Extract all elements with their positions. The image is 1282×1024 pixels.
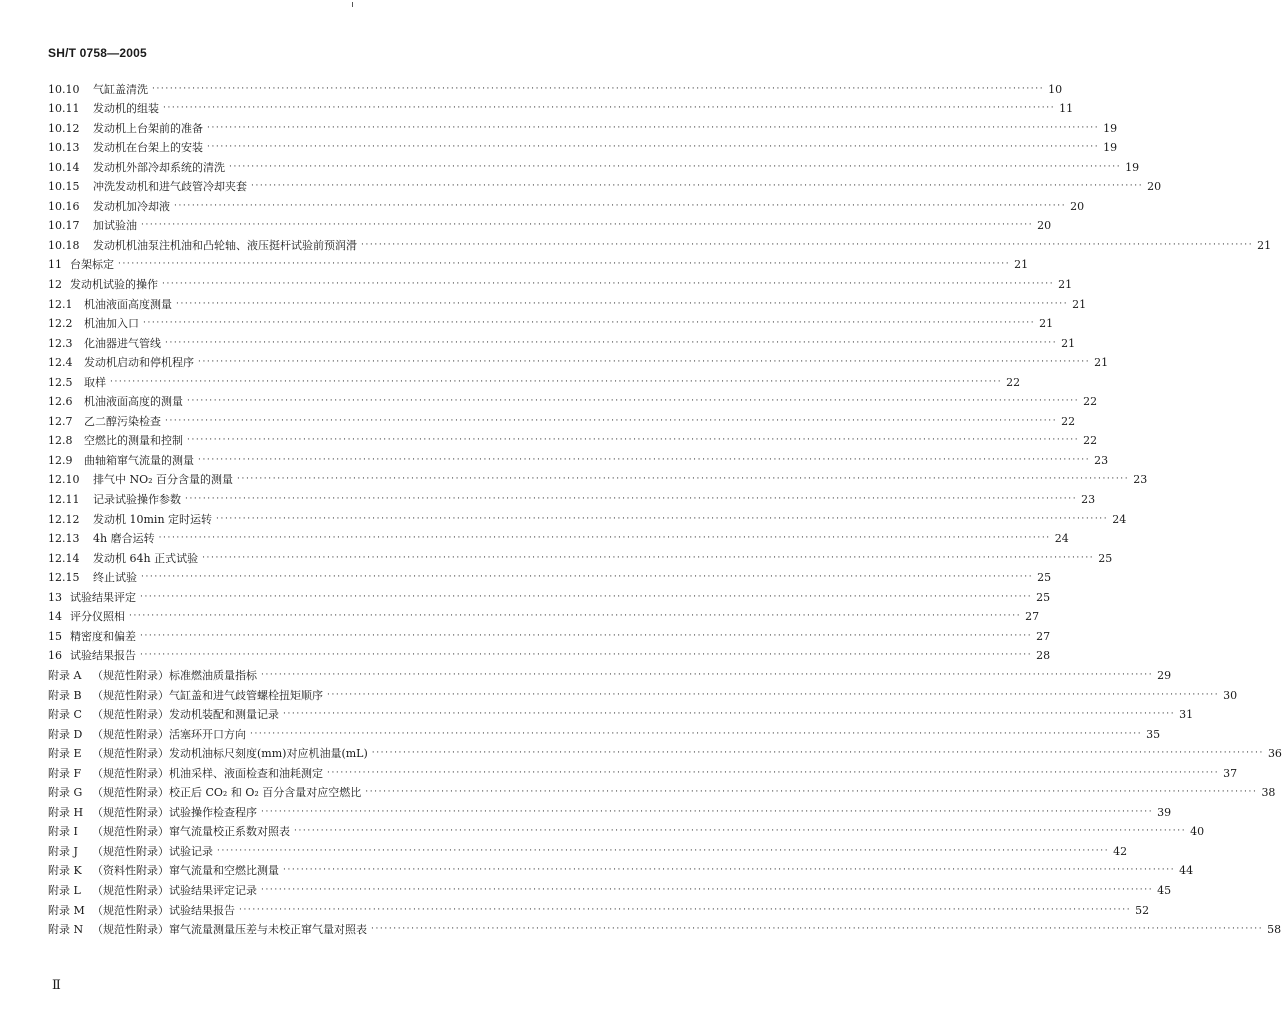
toc-entry-title: （规范性附录）机油采样、液面检查和油耗测定 [92, 766, 323, 780]
toc-entry [48, 741, 1282, 761]
toc-entry-number: 12.11 [48, 493, 80, 507]
toc-entry-number: 附录 D [48, 727, 83, 741]
toc-entry-page: 45 [1157, 883, 1172, 897]
toc-dot-leader: ········································································································································································································ [176, 298, 1069, 309]
toc-entry [48, 408, 1076, 428]
toc-entry-page: 29 [1157, 668, 1172, 682]
toc-entry [48, 232, 1272, 252]
toc-entry [48, 702, 1194, 722]
toc-dot-leader: ········································································································································································································ [118, 259, 1011, 270]
toc-entry-page: 31 [1179, 708, 1194, 722]
toc-entry-number: 附录 M [48, 903, 85, 917]
toc-entry-page: 36 [1267, 747, 1282, 761]
toc-dot-leader: ········································································································································································································ [143, 318, 1036, 329]
toc-entry-title: （规范性附录）试验操作检查程序 [92, 805, 257, 819]
toc-dot-leader: ········································································································································································································ [129, 611, 1022, 622]
toc-entry-number: 12.4 [48, 356, 73, 370]
toc-entry-page: 24 [1112, 512, 1127, 526]
toc-entry-title: 评分仪照相 [70, 610, 125, 624]
toc-dot-leader: ········································································································································································································ [251, 181, 1144, 192]
toc-entry-page: 21 [1039, 317, 1054, 331]
toc-dot-leader: ········································································································································································································ [294, 826, 1187, 837]
toc-dot-leader: ········································································································································································································ [229, 161, 1122, 172]
toc-entry-number: 12.7 [48, 414, 73, 428]
toc-dot-leader: ········································································································································································································ [141, 572, 1034, 583]
toc-entry-page: 38 [1261, 786, 1276, 800]
toc-entry-title: 发动机启动和停机程序 [84, 356, 194, 370]
toc-dot-leader: ········································································································································································································ [261, 806, 1154, 817]
toc-entry-number: 附录 L [48, 883, 81, 897]
toc-entry [48, 897, 1150, 917]
toc-dot-leader: ········································································································································································································ [152, 83, 1045, 94]
toc-entry-page: 21 [1058, 278, 1073, 292]
toc-entry-title: 发动机加冷却液 [93, 199, 170, 213]
toc-entry-number: 附录 E [48, 747, 82, 761]
toc-entry-page: 39 [1157, 805, 1172, 819]
toc-entry [48, 760, 1238, 780]
toc-entry-number: 12.10 [48, 473, 80, 487]
toc-entry-title: （规范性附录）活塞环开口方向 [92, 727, 246, 741]
toc-entry [48, 838, 1128, 858]
toc-entry-number: 12.12 [48, 512, 80, 526]
toc-entry-title: 发动机试验的操作 [70, 278, 158, 292]
toc-entry-title: （规范性附录）试验结果评定记录 [92, 883, 257, 897]
toc-entry-page: 21 [1094, 356, 1109, 370]
toc-dot-leader: ········································································································································································································ [216, 513, 1109, 524]
toc-entry-number: 16 [48, 649, 62, 663]
toc-dot-leader: ········································································································································································································ [174, 200, 1067, 211]
toc-entry-number: 12.14 [48, 551, 80, 565]
toc-dot-leader: ········································································································································································································ [198, 454, 1091, 465]
toc-entry-number: 12.15 [48, 571, 80, 585]
toc-entry-page: 19 [1125, 160, 1140, 174]
toc-dot-leader: ········································································································································································································ [371, 924, 1264, 935]
toc-entry-page: 10 [1048, 82, 1063, 96]
toc-entry-page: 27 [1025, 610, 1040, 624]
toc-entry-title: （规范性附录）发动机油标尺刻度(mm)对应机油量(mL) [92, 747, 368, 761]
toc-entry-number: 11 [48, 258, 62, 272]
toc-dot-leader: ········································································································································································································ [140, 630, 1033, 641]
toc-dot-leader: ········································································································································································································ [237, 474, 1130, 485]
toc-dot-leader: ········································································································································································································ [198, 357, 1091, 368]
toc-entry [48, 467, 1148, 487]
toc-entry-number: 10.12 [48, 121, 80, 135]
toc-entry-title: 记录试验操作参数 [93, 493, 181, 507]
toc-entry-page: 25 [1098, 551, 1113, 565]
scan-mark [352, 2, 353, 7]
toc-dot-leader: ········································································································································································································ [327, 689, 1220, 700]
toc-entry-page: 19 [1103, 121, 1118, 135]
toc-entry-page: 35 [1146, 727, 1161, 741]
toc-entry [48, 877, 1172, 897]
toc-entry-title: 机油液面高度的测量 [84, 395, 183, 409]
toc-entry-title: 台架标定 [70, 258, 114, 272]
toc-dot-leader: ········································································································································································································ [239, 904, 1132, 915]
toc-dot-leader: ········································································································································································································ [261, 669, 1154, 680]
toc-entry [48, 291, 1087, 311]
toc-entry-title: （规范性附录）标准燃油质量指标 [92, 668, 257, 682]
toc-entry-number: 12.5 [48, 375, 73, 389]
toc-entry-number: 附录 K [48, 864, 82, 878]
toc-entry-title: 气缸盖清洗 [93, 82, 148, 96]
toc-dot-leader: ········································································································································································································ [158, 533, 1051, 544]
toc-dot-leader: ········································································································································································································ [250, 728, 1143, 739]
toc-entry-title: （规范性附录）窜气流量测量压差与未校正窜气量对照表 [92, 923, 367, 937]
toc-entry-page: 21 [1072, 297, 1087, 311]
toc-dot-leader: ········································································································································································································ [140, 591, 1033, 602]
toc-entry-number: 附录 J [48, 844, 78, 858]
toc-entry [48, 623, 1051, 643]
toc-entry-number: 附录 I [48, 825, 78, 839]
toc-entry-number: 附录 B [48, 688, 82, 702]
toc-entry-page: 25 [1036, 590, 1051, 604]
toc-entry-title: 冲洗发动机和进气歧管冷却夹套 [93, 180, 247, 194]
toc-entry-page: 11 [1059, 102, 1074, 116]
toc-entry [48, 193, 1085, 213]
toc-entry [48, 604, 1040, 624]
toc-dot-leader: ········································································································································································································ [217, 845, 1110, 856]
toc-dot-leader: ········································································································································································································ [165, 337, 1058, 348]
toc-entry [48, 780, 1276, 800]
toc-entry-number: 附录 N [48, 923, 84, 937]
toc-entry-page: 22 [1006, 375, 1021, 389]
toc-entry-page: 37 [1223, 766, 1238, 780]
toc-dot-leader: ········································································································································································································ [140, 650, 1033, 661]
toc-entry [48, 447, 1109, 467]
page-number-footer: Ⅱ [52, 978, 61, 993]
toc-entry-title: （规范性附录）气缸盖和进气歧管螺栓扭矩顺序 [92, 688, 323, 702]
toc-entry-page: 42 [1113, 844, 1128, 858]
toc-dot-leader: ········································································································································································································ [141, 220, 1034, 231]
toc-entry-number: 12.3 [48, 336, 73, 350]
toc-entry-number: 12.6 [48, 395, 73, 409]
toc-entry [48, 271, 1073, 292]
toc-entry-title: 机油加入口 [84, 317, 139, 331]
toc-entry [48, 154, 1140, 174]
toc-dot-leader: ········································································································································································································ [283, 865, 1176, 876]
toc-entry-page: 52 [1135, 903, 1150, 917]
toc-entry [48, 76, 1063, 96]
toc-entry-page: 23 [1094, 453, 1109, 467]
toc-entry-title: 精密度和偏差 [70, 629, 136, 643]
toc-entry [48, 389, 1098, 409]
toc-entry-number: 10.14 [48, 160, 80, 174]
toc-dot-leader: ········································································································································································································ [187, 435, 1080, 446]
toc-entry-title: （资料性附录）窜气流量和空燃比测量 [92, 864, 279, 878]
toc-entry-title: （规范性附录）试验记录 [92, 844, 213, 858]
toc-entry-page: 20 [1037, 219, 1052, 233]
toc-entry-title: 发动机上台架前的准备 [93, 121, 203, 135]
toc-entry [48, 115, 1118, 135]
toc-entry [48, 565, 1052, 585]
toc-dot-leader: ········································································································································································································ [165, 415, 1058, 426]
toc-entry-title: （规范性附录）发动机装配和测量记录 [92, 708, 279, 722]
toc-entry-title: 化油器进气管线 [84, 336, 161, 350]
toc-entry [48, 545, 1113, 565]
toc-entry [48, 682, 1238, 702]
toc-entry-number: 10.11 [48, 102, 80, 116]
toc-entry [48, 819, 1205, 839]
toc-entry [48, 174, 1162, 194]
toc-entry [48, 252, 1029, 272]
toc-entry-page: 24 [1054, 532, 1069, 546]
toc-dot-leader: ········································································································································································································ [283, 709, 1176, 720]
toc-entry-page: 58 [1267, 923, 1282, 937]
toc-dot-leader: ········································································································································································································ [185, 494, 1078, 505]
toc-entry-number: 12.2 [48, 317, 73, 331]
toc-entry-page: 22 [1083, 434, 1098, 448]
toc-entry-page: 19 [1103, 141, 1118, 155]
toc-entry-title: 机油液面高度测量 [84, 297, 172, 311]
toc-entry-page: 22 [1083, 395, 1098, 409]
toc-entry-number: 10.17 [48, 219, 80, 233]
toc-entry [48, 584, 1051, 604]
toc-entry-page: 28 [1036, 649, 1051, 663]
toc-entry [48, 213, 1052, 233]
toc-entry-number: 附录 A [48, 668, 82, 682]
toc-entry-title: 加试验油 [93, 219, 137, 233]
toc-entry-page: 20 [1147, 180, 1162, 194]
toc-entry-title: 发动机 64h 正式试验 [93, 551, 199, 565]
toc-dot-leader: ········································································································································································································ [261, 884, 1154, 895]
toc-entry-title: （规范性附录）窜气流量校正系数对照表 [92, 825, 290, 839]
toc-entry-number: 13 [48, 590, 62, 604]
toc-entry-title: 终止试验 [93, 571, 137, 585]
toc-entry [48, 643, 1051, 663]
toc-entry-title: 乙二醇污染检查 [84, 414, 161, 428]
toc-dot-leader: ········································································································································································································ [110, 376, 1003, 387]
toc-entry-title: 试验结果报告 [70, 649, 136, 663]
toc-entry-number: 12.9 [48, 453, 73, 467]
toc-entry-page: 20 [1070, 199, 1085, 213]
toc-dot-leader: ········································································································································································································ [187, 396, 1080, 407]
toc-entry [48, 96, 1074, 116]
toc-entry-number: 10.13 [48, 141, 80, 155]
toc-entry-page: 21 [1257, 238, 1272, 252]
toc-dot-leader: ········································································································································································································ [163, 103, 1056, 114]
toc-entry-number: 附录 F [48, 766, 82, 780]
toc-entry-page: 30 [1223, 688, 1238, 702]
toc-dot-leader: ········································································································································································································ [327, 767, 1220, 778]
toc-dot-leader: ········································································································································································································ [202, 552, 1095, 563]
toc-entry-title: 4h 磨合运转 [93, 532, 155, 546]
toc-dot-leader: ········································································································································································································ [207, 122, 1100, 133]
toc-entry-number: 12.13 [48, 532, 80, 546]
toc-entry [48, 506, 1127, 526]
toc-entry-page: 23 [1081, 493, 1096, 507]
toc-entry-number: 10.15 [48, 180, 80, 194]
toc-entry-title: 空燃比的测量和控制 [84, 434, 183, 448]
toc-entry [48, 350, 1109, 370]
toc-entry-number: 附录 G [48, 786, 83, 800]
toc-dot-leader: ········································································································································································································ [371, 748, 1264, 759]
toc-entry-title: 取样 [84, 375, 106, 389]
toc-entry [48, 330, 1076, 350]
toc-entry-number: 15 [48, 629, 62, 643]
toc-entry [48, 526, 1069, 546]
table-of-contents [48, 76, 1282, 937]
toc-entry-page: 25 [1037, 571, 1052, 585]
toc-entry-page: 40 [1190, 825, 1205, 839]
toc-dot-leader: ········································································································································································································ [365, 787, 1258, 798]
toc-dot-leader: ········································································································································································································ [361, 239, 1254, 250]
toc-entry-title: 试验结果评定 [70, 590, 136, 604]
toc-entry-number: 10.10 [48, 82, 80, 96]
toc-entry-page: 21 [1014, 258, 1029, 272]
toc-entry-number: 12 [48, 278, 62, 292]
toc-entry-title: 发动机 10min 定时运转 [93, 512, 213, 526]
toc-entry-number: 12.1 [48, 297, 73, 311]
toc-entry [48, 721, 1161, 741]
toc-entry-title: 发动机在台架上的安装 [93, 141, 203, 155]
toc-entry-number: 附录 C [48, 708, 82, 722]
standard-number-header: SH/T 0758—2005 [48, 46, 147, 60]
toc-entry-title: 发动机机油泵注机油和凸轮轴、液压挺杆试验前预润滑 [93, 238, 357, 252]
toc-entry [48, 135, 1118, 155]
toc-entry-number: 12.8 [48, 434, 73, 448]
toc-entry-title: 曲轴箱窜气流量的测量 [84, 453, 194, 467]
toc-entry-title: 排气中 NO₂ 百分含量的测量 [93, 473, 234, 487]
toc-entry [48, 662, 1172, 682]
toc-entry [48, 486, 1096, 507]
toc-dot-leader: ········································································································································································································ [162, 279, 1055, 290]
toc-entry-title: 发动机的组装 [93, 102, 159, 116]
toc-entry-number: 14 [48, 610, 62, 624]
toc-entry-page: 23 [1133, 473, 1148, 487]
toc-entry [48, 858, 1194, 878]
toc-entry-number: 10.18 [48, 238, 80, 252]
toc-entry-number: 10.16 [48, 199, 80, 213]
toc-entry-number: 附录 H [48, 805, 84, 819]
toc-entry [48, 799, 1172, 819]
toc-entry [48, 428, 1098, 448]
toc-entry-title: （规范性附录）校正后 CO₂ 和 O₂ 百分含量对应空燃比 [92, 786, 362, 800]
toc-entry-title: 发动机外部冷却系统的清洗 [93, 160, 225, 174]
toc-dot-leader: ········································································································································································································ [207, 142, 1100, 153]
toc-entry [48, 369, 1021, 389]
toc-entry-page: 44 [1179, 864, 1194, 878]
toc-entry-page: 27 [1036, 629, 1051, 643]
toc-entry [48, 917, 1282, 937]
toc-entry-title: （规范性附录）试验结果报告 [92, 903, 235, 917]
toc-entry-page: 21 [1061, 336, 1076, 350]
toc-entry-page: 22 [1061, 414, 1076, 428]
toc-entry [48, 311, 1054, 331]
